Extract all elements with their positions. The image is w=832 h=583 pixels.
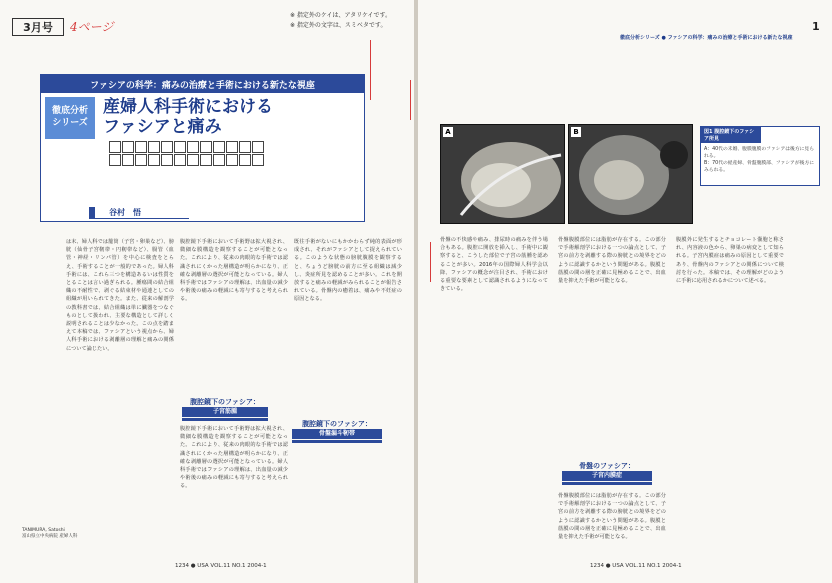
figure-photo-a (440, 124, 565, 224)
footer-left: 1234 ● USA VOL.11 NO.1 2004-1 (175, 563, 267, 569)
page-number: 1 (812, 20, 820, 33)
month-tag: 3月号 (12, 18, 64, 36)
header-note-1: ※ 指定外のケイは、アタリケイです。 (290, 12, 392, 19)
title-box (40, 74, 365, 222)
figure-caption-box (700, 126, 820, 186)
section-heading-3-sub: 子宮内膜症 (562, 471, 652, 481)
body-column-5b: 骨盤腹膜部位には脂肪が存在する。この部分で手術解剖学における一つの論点として、子宮の前方を剥離する際の膀胱との境界をどのように認識するかという問題がある。腹膜と筋膜の間の層を正確に見極めることで、出血量を抑えた手術が可能となる。 (558, 493, 666, 541)
section-heading-2-title: 腹腔鏡下のファシア： (302, 420, 372, 428)
section-heading-1 (182, 398, 268, 421)
section-heading-1-sub: 子宮筋腫 (182, 407, 268, 417)
body-column-5: 骨盤腹膜部位には脂肪が存在する。この部分で手術解剖学における一つの論点として、子宮の前方を剥離する際の膀胱との境界をどのように認識するかという問題がある。腹膜と筋膜の間の層を正確に見極めることで、出血量を抑えた手術が可能となる。 (558, 237, 666, 285)
markup-line-1 (370, 40, 371, 100)
photo-b-label: B (571, 127, 581, 137)
footer-right: 1234 ● USA VOL.11 NO.1 2004-1 (590, 563, 682, 569)
section-heading-1-title: 腹腔鏡下のファシア： (190, 398, 260, 406)
body-column-2b: 腹腔鏡下手術において手術野は拡大視され、微細な膜構造を観察することが可能となった。これにより、従来の肉眼的な手術では認識されにくかった層構造が明らかになり、正確な剥離層の選択が可能となっている。婦人科手術ではファシアの理解は、出血量の減少や術後の痛みの軽減にも寄与すると考えられる。 (180, 426, 288, 490)
body-column-6: 腹膜外に発生するとチョコレート嚢胞と称され、内容液の色から、卵巣の病変として知られる。子宮内膜症は痛みの原因として重要であり、骨盤内のファシアとの関係について検討を行った。本稿では、その理解がどのように手術に応用されるかについて述べる。 (676, 237, 784, 285)
body-column-3: 既往手術がないにもかかわらず純的表面が形成され、それがファシアとして捉えられている。このような状態の膀胱腹膜を観察すると、ちょうど膀胱の前方に至る組織は減少し、炎症所見を認めることが多い。これを開放すると痛みの軽減がみられることが報告されている。骨盤内の癒着は、痛みや不妊症の原因となる。 (294, 239, 402, 303)
section-heading-2 (292, 420, 382, 443)
markup-line-2 (430, 242, 431, 282)
author-name: 谷村 悟 (89, 207, 189, 219)
photo-b-image (569, 125, 693, 224)
caption-text: A：40代の未婚、腹膜腹膜のファシアは後方に見られる。 B：70代の経産婦、骨盤腹膜部、ファシアが後方にみられる。 (704, 147, 815, 173)
page-gutter (414, 0, 418, 583)
page-label: 4ページ (70, 20, 114, 34)
title-band: ファシアの科学：痛みの治療と手術における新たな視座 (41, 75, 364, 93)
series-badge: 徹底分析 シリーズ (45, 97, 95, 139)
section-heading-2-sub: 骨盤漏斗靭帯 (292, 429, 382, 439)
body-column-4: 骨盤の不快感や痛み、排尿時の痛みを伴う場合もある。腹腔に開放を挿入し、手術中に観察すると、こうした部位で子宮の筋腫を認めることが多い。2016年の国際婦人科学会以降、ファシアの概念が注目され、手術における重要な要素として認識されるようになってきている。 (440, 237, 548, 293)
title-placeholder-grid (109, 141, 264, 166)
section-heading-3 (562, 462, 652, 485)
header-note-2: ※ 指定外の文字は、スミベタです。 (290, 22, 387, 29)
photo-a-image (441, 125, 565, 224)
figure-photo-b (568, 124, 693, 224)
markup-line-3 (410, 80, 411, 120)
section-heading-3-title: 骨盤のファシア： (579, 462, 635, 470)
photo-a-label: A (443, 127, 453, 137)
running-head: 徹底分析シリーズ ● ファシアの科学：痛みの治療と手術における新たな視座 (620, 35, 793, 41)
caption-title: 図1 腹腔鏡下のファシア所見 (701, 127, 761, 143)
body-column-2: 腹腔鏡下手術において手術野は拡大視され、微細な膜構造を観察することが可能となった。これにより、従来の肉眼的な手術では認識されにくかった層構造が明らかになり、正確な剥離層の選択が可能となっている。婦人科手術ではファシアの理解は、出血量の減少や術後の痛みの軽減にも寄与すると考えられる。 (180, 239, 288, 303)
author-affiliation: TANIMURA, Satoshi 富山県立中央病院 産婦人科 (22, 528, 78, 539)
main-title: 産婦人科手術における ファシアと痛み (103, 97, 273, 137)
body-column-1: は末、婦人科では籠筒（子宮・卵巣など）、膀胱（仙骨子宮靭帯・円靭帯など）、腸管（血管・神経・リンパ管）を中心に検査をとらえ、手術することが一般的であった。婦人科手術には、これら三つを構造あるいは性質をとることは言い過ぎられる。腫瘍間の結合組織の不耐性で、剥ぐる結束材や通連としての組織が用いられてきた。また、従来の解剖学の教科書では、結合組織は単に臓器をつなぐものとして扱われ、主要な構造として詳しく説明されることは少なかった。この点を踏まえて本稿では、ファシアという視点から、婦人科手術における剥離層の理解と痛みの関係について論じたい。 (66, 239, 174, 352)
